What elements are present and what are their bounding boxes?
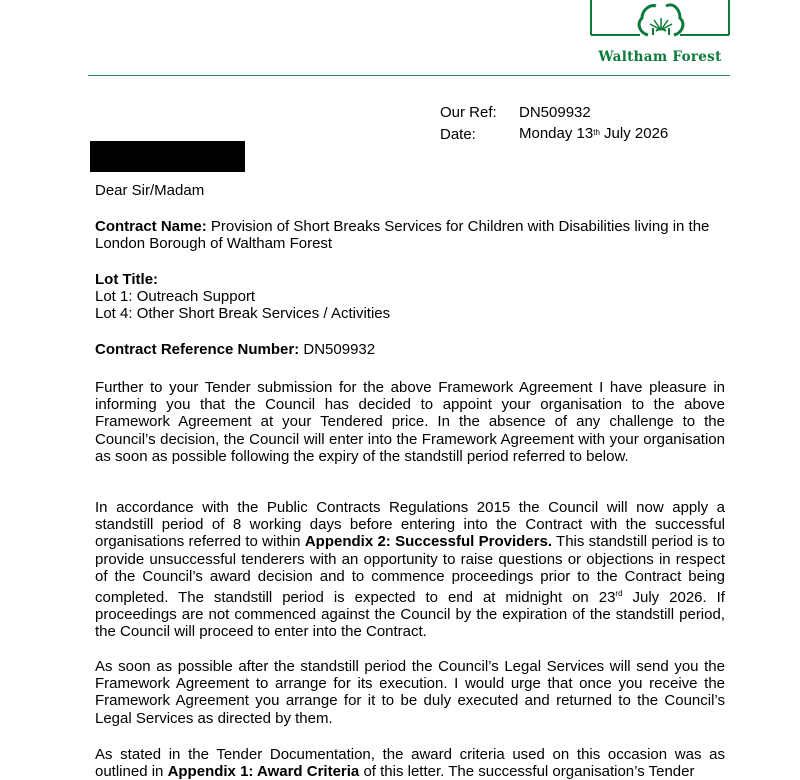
- contract-ref-value: DN509932: [299, 341, 376, 358]
- our-ref-value: DN509932: [519, 104, 591, 121]
- paragraph-legal-services: As soon as possible after the standstill period the Council’s Legal Services will send you the Framework Agreement to arrange for its execution. I would urge that once you receive the Framework Agreement you arrange for it to be duly executed and returned to the Council’s Legal Services as directed by them.: [95, 658, 725, 727]
- contract-name-value: Provision of Short Breaks Services for Children with Disabilities living in the London Borough of Waltham Forest: [95, 218, 710, 253]
- lot-item: Lot 1: Outreach Support: [95, 288, 256, 306]
- date-label: Date:: [440, 126, 476, 143]
- our-ref-label: Our Ref:: [440, 104, 497, 121]
- tree-emblem-icon: [590, 0, 730, 42]
- lot-title-section: [95, 271, 725, 323]
- logo-wordmark: Waltham Forest: [598, 49, 722, 65]
- redacted-address-block: [90, 141, 245, 172]
- date-value: Monday 13th July 2026: [519, 125, 669, 142]
- greeting: Dear Sir/Madam: [95, 182, 205, 199]
- contract-name: [95, 218, 725, 252]
- header-rule: [88, 75, 730, 76]
- paragraph-award-criteria: As stated in the Tender Documentation, the award criteria used on this occasion was as outlined in Appendix 1: Award Criteria of this letter. The successful organisation’s Tender: [95, 746, 725, 780]
- lot-title-label: Lot Title:: [95, 271, 159, 288]
- paragraph-standstill: In accordance with the Public Contracts Regulations 2015 the Council will now apply a standstill period of 8 working days before entering into the Contract with the successful organisations referred to within Appendix 2: Successful Providers. This standstill period is to provide unsuccessful tenderers with an opportunity to raise questions or objections in respect of the Council’s award decision and to commence proceedings prior to the Contract being completed. The standstill period is expected to end at midnight on 23rd July 2026. If proceedings are not commenced against the Council by the expiration of the standstill period, the Council will proceed to enter into the Contract.: [95, 499, 725, 641]
- contract-ref-label: Contract Reference Number:: [95, 341, 300, 358]
- lot-item: Lot 4: Other Short Break Services / Activities: [95, 305, 391, 323]
- contract-name-label: Contract Name:: [95, 218, 207, 235]
- waltham-forest-logo: [590, 0, 730, 65]
- contract-reference: [95, 341, 725, 358]
- paragraph-appointment: Further to your Tender submission for the above Framework Agreement I have pleasure in informing you that the Council has decided to appoint your organisation to the above Framework Agreement at your Tendered price. In the absence of any challenge to the Council’s decision, the Council will enter into the Framework Agreement with your organisation as soon as possible following the expiry of the standstill period referred to below.: [95, 379, 725, 465]
